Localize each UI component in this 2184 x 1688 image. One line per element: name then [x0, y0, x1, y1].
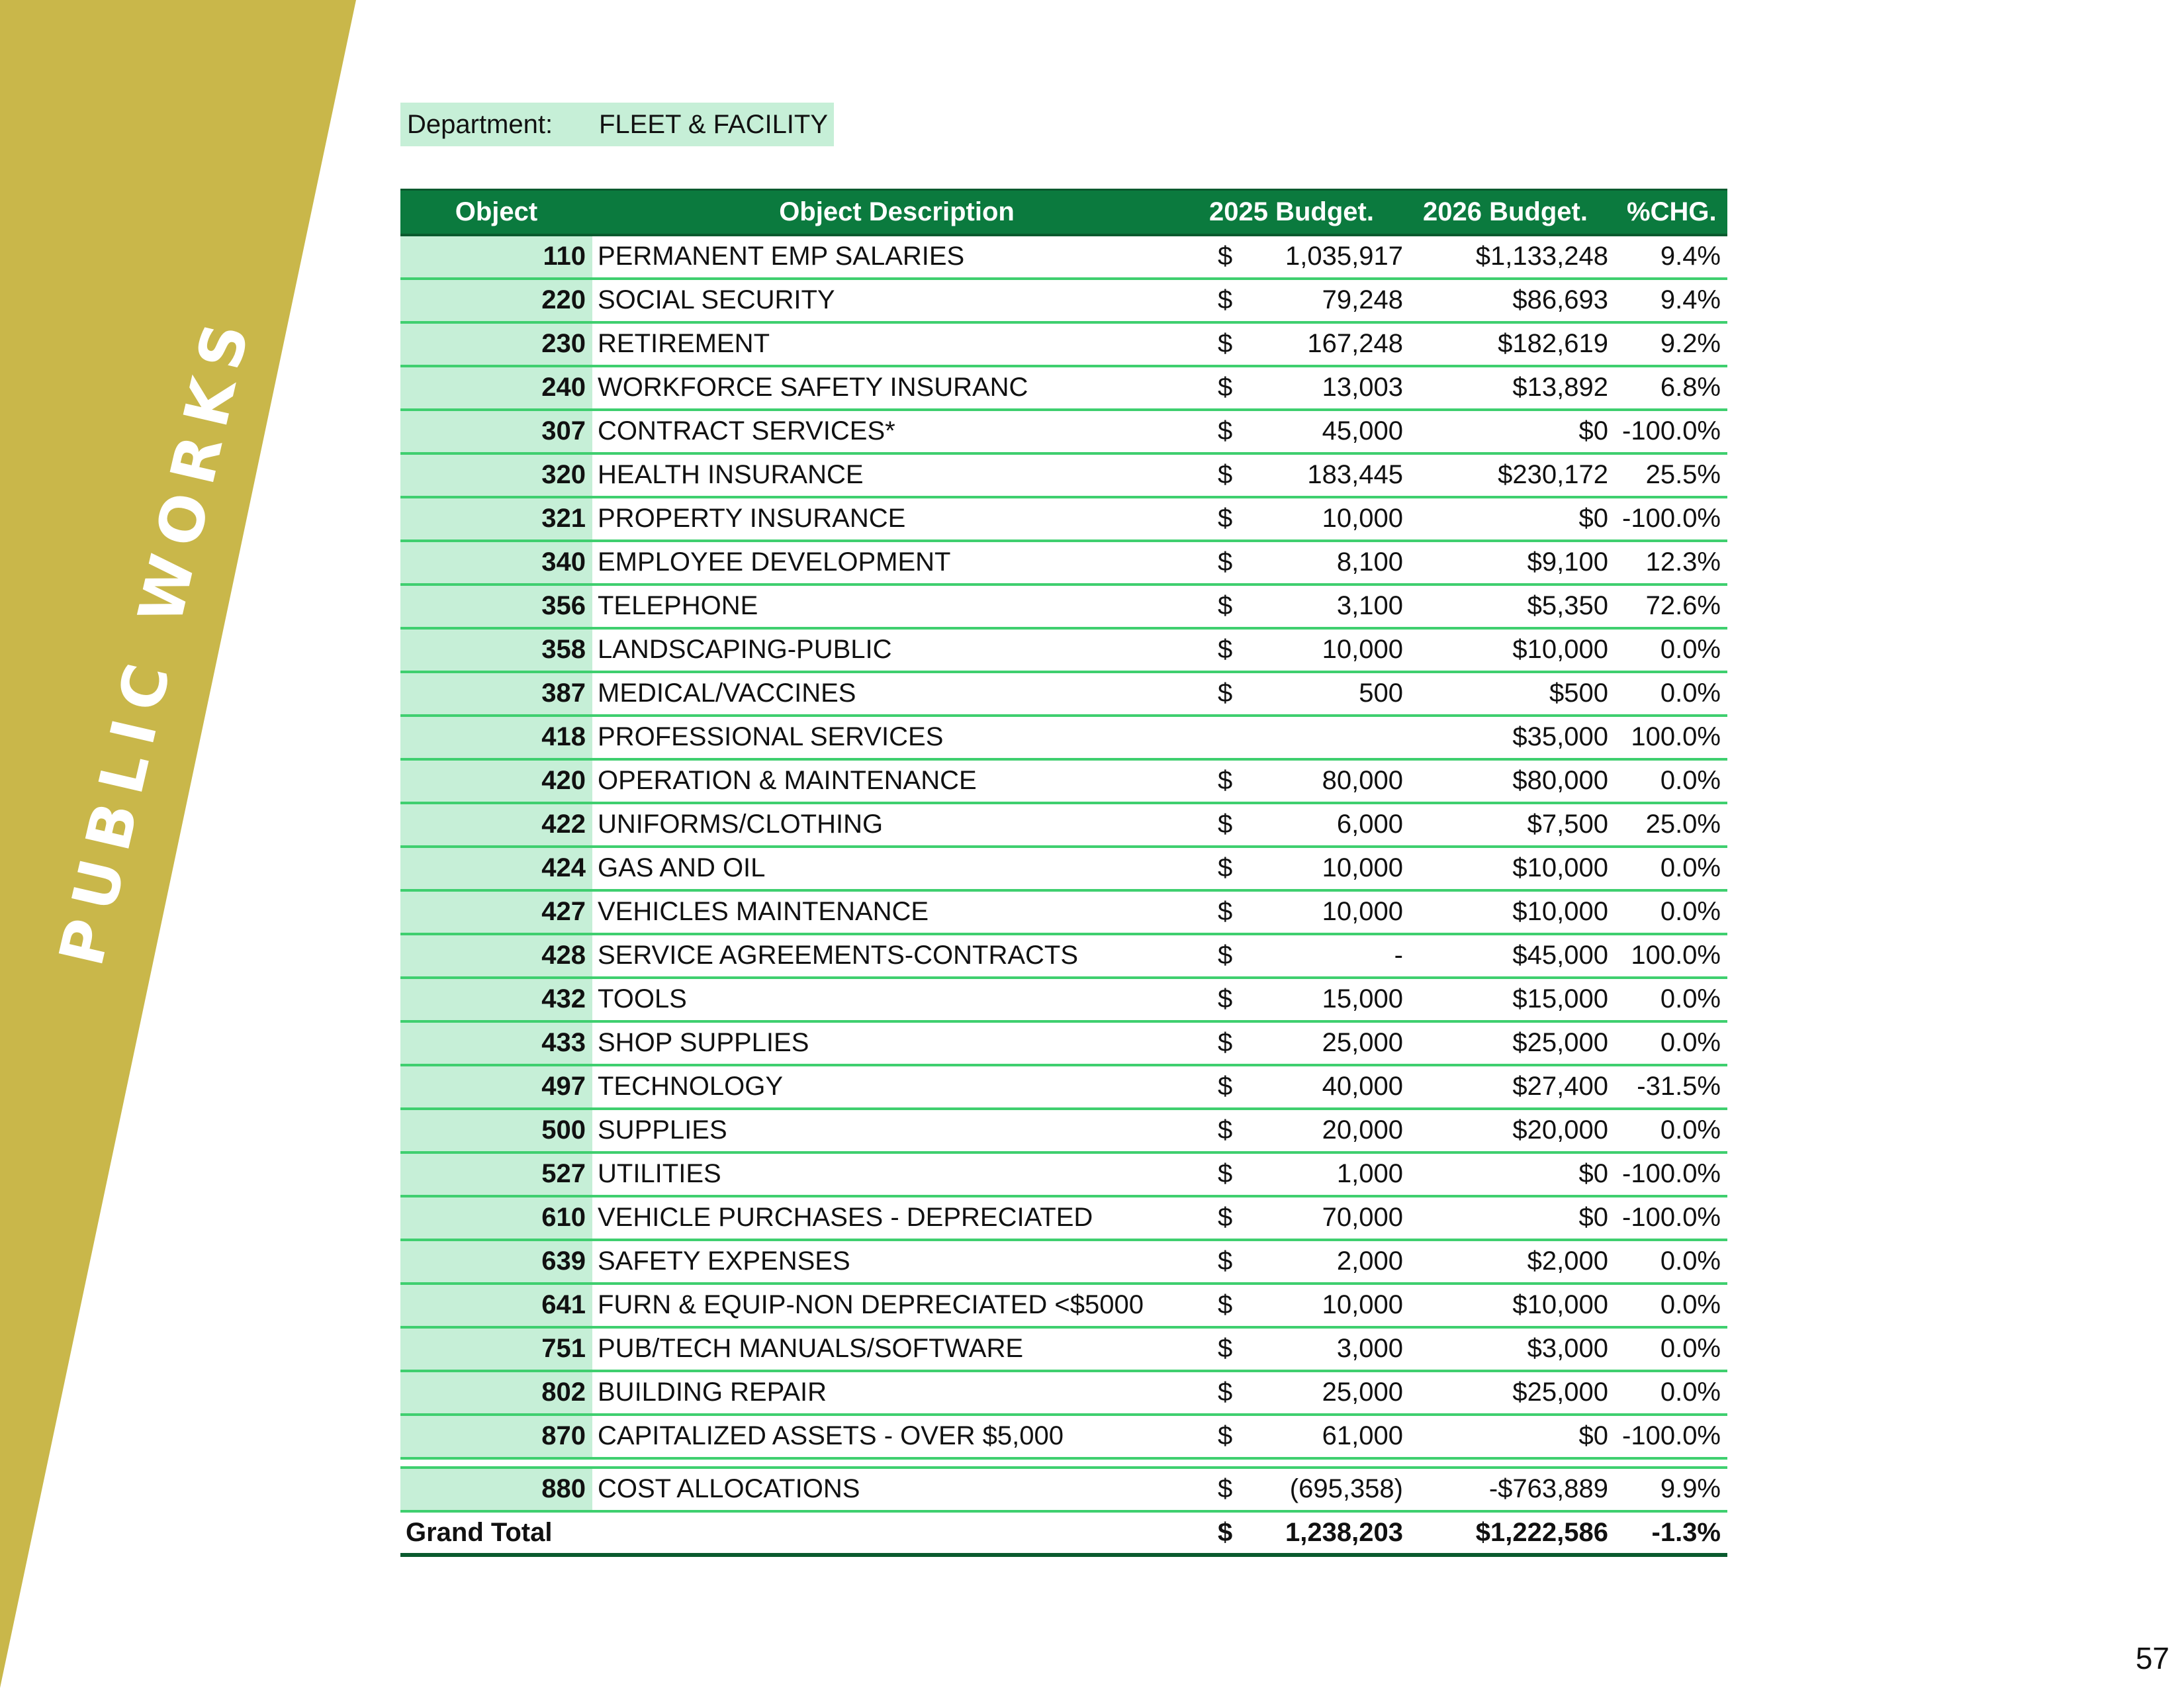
pct-change-value: 0.0% — [1615, 978, 1727, 1021]
table-row — [400, 279, 1727, 322]
table-row — [400, 934, 1727, 978]
pct-change-value: -100.0% — [1615, 1152, 1727, 1196]
budget-2026-value: $13,892 — [1410, 366, 1615, 410]
object-code: 500 — [400, 1109, 592, 1152]
budget-2026-value: $182,619 — [1410, 322, 1615, 366]
table-row-allocation — [400, 1468, 1727, 1511]
budget-2026-value: $0 — [1410, 1415, 1615, 1458]
currency-symbol: $ — [1201, 978, 1251, 1021]
budget-2025-value: 2,000 — [1251, 1240, 1410, 1284]
budget-2025-value: 10,000 — [1251, 497, 1410, 541]
budget-2026-value: $230,172 — [1410, 453, 1615, 497]
budget-2025-value: 1,035,917 — [1251, 235, 1410, 279]
object-description: PROPERTY INSURANCE — [592, 497, 1201, 541]
table-row — [400, 803, 1727, 847]
budget-2026-value: $7,500 — [1410, 803, 1615, 847]
currency-symbol: $ — [1201, 1109, 1251, 1152]
pct-change-value: 0.0% — [1615, 1021, 1727, 1065]
table-row — [400, 585, 1727, 628]
budget-2025-value: 183,445 — [1251, 453, 1410, 497]
object-code: 610 — [400, 1196, 592, 1240]
department-label: Department: — [407, 109, 553, 139]
object-code: 220 — [400, 279, 592, 322]
budget-2026-value: $20,000 — [1410, 1109, 1615, 1152]
budget-2026-value: $15,000 — [1410, 978, 1615, 1021]
object-description: MEDICAL/VACCINES — [592, 672, 1201, 716]
budget-2026-value: -$763,889 — [1410, 1468, 1615, 1511]
table-row — [400, 410, 1727, 453]
table-spacer-row — [400, 1458, 1727, 1468]
currency-symbol: $ — [1201, 235, 1251, 279]
budget-2025-value: 15,000 — [1251, 978, 1410, 1021]
object-description: SAFETY EXPENSES — [592, 1240, 1201, 1284]
currency-symbol: $ — [1201, 1196, 1251, 1240]
object-code: 427 — [400, 890, 592, 934]
object-description: SOCIAL SECURITY — [592, 279, 1201, 322]
table-body — [400, 235, 1727, 1555]
department-name: FLEET & FACILITY — [599, 109, 829, 139]
object-code: 433 — [400, 1021, 592, 1065]
object-description: BUILDING REPAIR — [592, 1371, 1201, 1415]
object-description: GAS AND OIL — [592, 847, 1201, 890]
currency-symbol: $ — [1201, 1152, 1251, 1196]
table-row — [400, 890, 1727, 934]
object-code: 639 — [400, 1240, 592, 1284]
object-description: HEALTH INSURANCE — [592, 453, 1201, 497]
pct-change-value: 25.5% — [1615, 453, 1727, 497]
object-description: TELEPHONE — [592, 585, 1201, 628]
header-object: Object — [400, 190, 592, 235]
budget-2025-value: 8,100 — [1251, 541, 1410, 585]
spacer-cell — [1251, 1458, 1410, 1468]
sidebar-title: PUBLIC WORKS — [46, 305, 265, 972]
object-description: FURN & EQUIP-NON DEPRECIATED <$5000 — [592, 1284, 1201, 1327]
page-number: 57 — [2135, 1641, 2169, 1675]
budget-2025-value: 10,000 — [1251, 890, 1410, 934]
object-description: WORKFORCE SAFETY INSURANC — [592, 366, 1201, 410]
header-budget-2026: 2026 Budget. — [1410, 190, 1615, 235]
table-row — [400, 497, 1727, 541]
budget-2026-value: $25,000 — [1410, 1371, 1615, 1415]
table-row — [400, 1109, 1727, 1152]
table-header-row — [400, 190, 1727, 235]
grand-total-row — [400, 1511, 1727, 1555]
object-code: 110 — [400, 235, 592, 279]
object-description: CONTRACT SERVICES* — [592, 410, 1201, 453]
pct-change-value: 100.0% — [1615, 716, 1727, 759]
currency-symbol: $ — [1201, 497, 1251, 541]
budget-2025-value: 61,000 — [1251, 1415, 1410, 1458]
pct-change-value: -100.0% — [1615, 1415, 1727, 1458]
currency-symbol: $ — [1201, 1065, 1251, 1109]
pct-change-value: 0.0% — [1615, 759, 1727, 803]
object-code: 880 — [400, 1468, 592, 1511]
table-row — [400, 672, 1727, 716]
currency-symbol: $ — [1201, 1371, 1251, 1415]
budget-2025-value: (695,358) — [1251, 1468, 1410, 1511]
object-code: 356 — [400, 585, 592, 628]
object-description: TECHNOLOGY — [592, 1065, 1201, 1109]
object-code: 422 — [400, 803, 592, 847]
budget-2025-value: 70,000 — [1251, 1196, 1410, 1240]
budget-2026-value: $9,100 — [1410, 541, 1615, 585]
grand-total-pct-change: -1.3% — [1615, 1511, 1727, 1555]
budget-2026-value: $10,000 — [1410, 890, 1615, 934]
budget-2026-value: $27,400 — [1410, 1065, 1615, 1109]
budget-2026-value: $25,000 — [1410, 1021, 1615, 1065]
budget-2026-value: $5,350 — [1410, 585, 1615, 628]
currency-symbol: $ — [1201, 1415, 1251, 1458]
budget-2025-value: 13,003 — [1251, 366, 1410, 410]
budget-2025-value: 10,000 — [1251, 847, 1410, 890]
budget-2026-value: $10,000 — [1410, 1284, 1615, 1327]
pct-change-value: -100.0% — [1615, 410, 1727, 453]
currency-symbol: $ — [1201, 803, 1251, 847]
budget-table — [400, 189, 1727, 1557]
object-code: 432 — [400, 978, 592, 1021]
table-row — [400, 453, 1727, 497]
currency-symbol: $ — [1201, 1284, 1251, 1327]
spacer-cell — [1615, 1458, 1727, 1468]
pct-change-value: 0.0% — [1615, 672, 1727, 716]
currency-symbol: $ — [1201, 585, 1251, 628]
pct-change-value: 25.0% — [1615, 803, 1727, 847]
budget-2026-value: $35,000 — [1410, 716, 1615, 759]
pct-change-value: 0.0% — [1615, 1327, 1727, 1371]
budget-2025-value: 6,000 — [1251, 803, 1410, 847]
pct-change-value: 6.8% — [1615, 366, 1727, 410]
table-row — [400, 1240, 1727, 1284]
pct-change-value: -100.0% — [1615, 1196, 1727, 1240]
object-description: PROFESSIONAL SERVICES — [592, 716, 1201, 759]
budget-2026-value: $500 — [1410, 672, 1615, 716]
budget-2025-value: 80,000 — [1251, 759, 1410, 803]
sidebar-band-shape — [0, 0, 356, 1688]
budget-2025-value: 1,000 — [1251, 1152, 1410, 1196]
object-code: 641 — [400, 1284, 592, 1327]
table-row — [400, 322, 1727, 366]
budget-2026-value: $1,133,248 — [1410, 235, 1615, 279]
object-code: 527 — [400, 1152, 592, 1196]
object-code: 340 — [400, 541, 592, 585]
table-row — [400, 1327, 1727, 1371]
grand-total-2025: 1,238,203 — [1251, 1511, 1410, 1555]
budget-2026-value: $0 — [1410, 1196, 1615, 1240]
table-row — [400, 1021, 1727, 1065]
object-code: 387 — [400, 672, 592, 716]
object-code: 751 — [400, 1327, 592, 1371]
budget-2025-value: 500 — [1251, 672, 1410, 716]
pct-change-value: -100.0% — [1615, 497, 1727, 541]
header-budget-2025: 2025 Budget. — [1201, 190, 1410, 235]
object-description: COST ALLOCATIONS — [592, 1468, 1201, 1511]
object-code: 321 — [400, 497, 592, 541]
table-row — [400, 235, 1727, 279]
object-description: PUB/TECH MANUALS/SOFTWARE — [592, 1327, 1201, 1371]
table-row — [400, 1415, 1727, 1458]
object-code: 420 — [400, 759, 592, 803]
budget-2025-value: - — [1251, 934, 1410, 978]
object-code: 424 — [400, 847, 592, 890]
budget-2026-value: $45,000 — [1410, 934, 1615, 978]
object-description: UTILITIES — [592, 1152, 1201, 1196]
object-description: SHOP SUPPLIES — [592, 1021, 1201, 1065]
table-row — [400, 1196, 1727, 1240]
budget-2026-value: $0 — [1410, 410, 1615, 453]
pct-change-value: 100.0% — [1615, 934, 1727, 978]
budget-2026-value: $0 — [1410, 1152, 1615, 1196]
budget-2026-value: $10,000 — [1410, 628, 1615, 672]
budget-2025-value: 79,248 — [1251, 279, 1410, 322]
header-pct-change: %CHG. — [1615, 190, 1727, 235]
currency-symbol — [1201, 716, 1251, 759]
header-description: Object Description — [592, 190, 1201, 235]
spacer-cell — [592, 1458, 1201, 1468]
object-description: VEHICLES MAINTENANCE — [592, 890, 1201, 934]
grand-total-label: Grand Total — [400, 1511, 1201, 1555]
spacer-cell — [1201, 1458, 1251, 1468]
grand-total-2026: $1,222,586 — [1410, 1511, 1615, 1555]
pct-change-value: 0.0% — [1615, 628, 1727, 672]
table-row — [400, 978, 1727, 1021]
object-description: TOOLS — [592, 978, 1201, 1021]
spacer-cell — [400, 1458, 592, 1468]
pct-change-value: 0.0% — [1615, 1371, 1727, 1415]
object-description: EMPLOYEE DEVELOPMENT — [592, 541, 1201, 585]
pct-change-value: 0.0% — [1615, 1284, 1727, 1327]
budget-2026-value: $0 — [1410, 497, 1615, 541]
budget-2026-value: $2,000 — [1410, 1240, 1615, 1284]
pct-change-value: 9.4% — [1615, 279, 1727, 322]
spacer-cell — [1410, 1458, 1615, 1468]
currency-symbol: $ — [1201, 322, 1251, 366]
currency-symbol: $ — [1201, 1021, 1251, 1065]
object-code: 497 — [400, 1065, 592, 1109]
table-row — [400, 628, 1727, 672]
pct-change-value: -31.5% — [1615, 1065, 1727, 1109]
budget-2026-value: $80,000 — [1410, 759, 1615, 803]
object-code: 418 — [400, 716, 592, 759]
pct-change-value: 0.0% — [1615, 890, 1727, 934]
budget-2026-value: $86,693 — [1410, 279, 1615, 322]
object-description: LANDSCAPING-PUBLIC — [592, 628, 1201, 672]
budget-2026-value: $10,000 — [1410, 847, 1615, 890]
pct-change-value: 9.9% — [1615, 1468, 1727, 1511]
budget-2025-value — [1251, 716, 1410, 759]
object-code: 870 — [400, 1415, 592, 1458]
currency-symbol: $ — [1201, 453, 1251, 497]
currency-symbol: $ — [1201, 279, 1251, 322]
currency-symbol: $ — [1201, 1511, 1251, 1555]
object-description: RETIREMENT — [592, 322, 1201, 366]
budget-2025-value: 25,000 — [1251, 1021, 1410, 1065]
object-code: 358 — [400, 628, 592, 672]
pct-change-value: 0.0% — [1615, 847, 1727, 890]
table-row — [400, 366, 1727, 410]
object-code: 428 — [400, 934, 592, 978]
currency-symbol: $ — [1201, 847, 1251, 890]
object-description: SUPPLIES — [592, 1109, 1201, 1152]
currency-symbol: $ — [1201, 1327, 1251, 1371]
object-code: 802 — [400, 1371, 592, 1415]
pct-change-value: 9.2% — [1615, 322, 1727, 366]
object-description: UNIFORMS/CLOTHING — [592, 803, 1201, 847]
currency-symbol: $ — [1201, 934, 1251, 978]
pct-change-value: 0.0% — [1615, 1240, 1727, 1284]
object-description: CAPITALIZED ASSETS - OVER $5,000 — [592, 1415, 1201, 1458]
object-description: PERMANENT EMP SALARIES — [592, 235, 1201, 279]
currency-symbol: $ — [1201, 410, 1251, 453]
object-code: 230 — [400, 322, 592, 366]
object-description: SERVICE AGREEMENTS-CONTRACTS — [592, 934, 1201, 978]
pct-change-value: 9.4% — [1615, 235, 1727, 279]
budget-2025-value: 20,000 — [1251, 1109, 1410, 1152]
currency-symbol: $ — [1201, 1240, 1251, 1284]
pct-change-value: 0.0% — [1615, 1109, 1727, 1152]
table-row — [400, 1152, 1727, 1196]
budget-2025-value: 10,000 — [1251, 628, 1410, 672]
budget-2025-value: 25,000 — [1251, 1371, 1410, 1415]
table-row — [400, 847, 1727, 890]
budget-2025-value: 10,000 — [1251, 1284, 1410, 1327]
currency-symbol: $ — [1201, 672, 1251, 716]
currency-symbol: $ — [1201, 541, 1251, 585]
budget-2025-value: 167,248 — [1251, 322, 1410, 366]
object-description: OPERATION & MAINTENANCE — [592, 759, 1201, 803]
budget-2025-value: 3,100 — [1251, 585, 1410, 628]
table-row — [400, 716, 1727, 759]
budget-2025-value: 40,000 — [1251, 1065, 1410, 1109]
currency-symbol: $ — [1201, 1468, 1251, 1511]
budget-2025-value: 45,000 — [1251, 410, 1410, 453]
object-code: 307 — [400, 410, 592, 453]
table-row — [400, 1371, 1727, 1415]
budget-2026-value: $3,000 — [1410, 1327, 1615, 1371]
object-code: 240 — [400, 366, 592, 410]
table-row — [400, 541, 1727, 585]
table-row — [400, 1065, 1727, 1109]
pct-change-value: 72.6% — [1615, 585, 1727, 628]
table-row — [400, 1284, 1727, 1327]
department-label-box — [400, 103, 834, 146]
currency-symbol: $ — [1201, 366, 1251, 410]
object-description: VEHICLE PURCHASES - DEPRECIATED — [592, 1196, 1201, 1240]
currency-symbol: $ — [1201, 759, 1251, 803]
currency-symbol: $ — [1201, 890, 1251, 934]
budget-2025-value: 3,000 — [1251, 1327, 1410, 1371]
table-row — [400, 759, 1727, 803]
object-code: 320 — [400, 453, 592, 497]
currency-symbol: $ — [1201, 628, 1251, 672]
pct-change-value: 12.3% — [1615, 541, 1727, 585]
